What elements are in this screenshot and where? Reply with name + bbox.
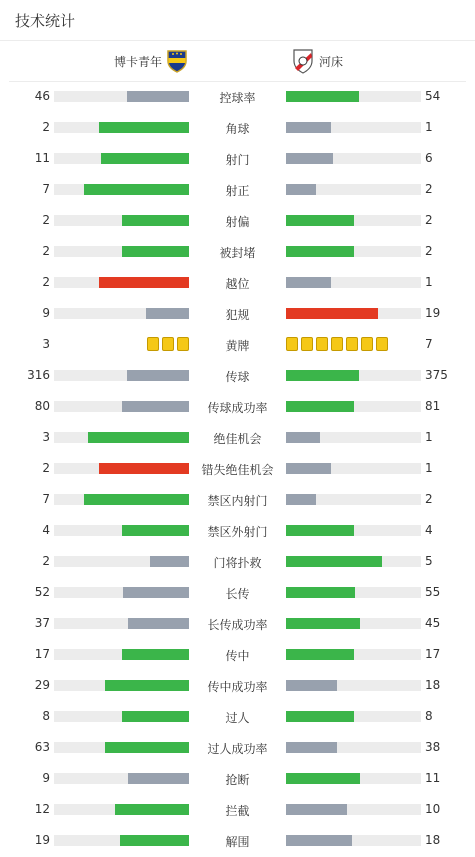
home-bar-track bbox=[54, 184, 189, 195]
stat-label: 过人成功率 bbox=[207, 742, 268, 756]
stat-label: 错失绝佳机会 bbox=[201, 463, 274, 477]
home-bar-fill bbox=[122, 711, 190, 722]
home-bar-fill bbox=[88, 432, 189, 443]
away-stat-value: 38 bbox=[425, 740, 441, 754]
home-bar-fill bbox=[127, 370, 189, 381]
away-bar-fill bbox=[286, 773, 360, 784]
home-bar-fill bbox=[128, 773, 189, 784]
away-bar-track bbox=[286, 153, 421, 164]
stat-row bbox=[0, 547, 475, 578]
away-bar-fill bbox=[286, 401, 354, 412]
home-stat-value: 3 bbox=[42, 430, 50, 444]
home-bar-fill bbox=[127, 91, 189, 102]
home-bar-track bbox=[54, 91, 189, 102]
away-stat-value: 54 bbox=[425, 89, 441, 103]
home-stat-value: 17 bbox=[34, 647, 50, 661]
yellow-card-icon bbox=[346, 337, 358, 351]
away-stat-value: 4 bbox=[425, 523, 433, 537]
home-stat-value: 2 bbox=[42, 213, 50, 227]
home-stat-value: 2 bbox=[42, 554, 50, 568]
stat-label: 禁区外射门 bbox=[207, 525, 268, 539]
away-stat-value: 2 bbox=[425, 182, 433, 196]
yellow-card-icon bbox=[331, 337, 343, 351]
away-stat-value: 11 bbox=[425, 771, 441, 785]
page-title: 技术统计 bbox=[15, 12, 76, 30]
home-bar-track bbox=[54, 618, 189, 629]
home-stat-value: 63 bbox=[34, 740, 50, 754]
away-bar-fill bbox=[286, 184, 316, 195]
stat-row bbox=[0, 826, 475, 857]
stat-label: 控球率 bbox=[219, 91, 256, 105]
away-bar-fill bbox=[286, 91, 359, 102]
river-badge-icon[interactable] bbox=[292, 48, 314, 74]
home-bar-fill bbox=[84, 494, 189, 505]
home-stat-value: 9 bbox=[42, 306, 50, 320]
away-stat-value: 81 bbox=[425, 399, 441, 413]
stat-row bbox=[0, 795, 475, 826]
stat-row bbox=[0, 454, 475, 485]
stat-row bbox=[0, 361, 475, 392]
away-bar-track bbox=[286, 463, 421, 474]
away-stat-value: 1 bbox=[425, 120, 433, 134]
stat-label: 过人 bbox=[225, 711, 250, 725]
home-bar-track bbox=[54, 370, 189, 381]
away-bar-fill bbox=[286, 804, 347, 815]
home-stat-value: 9 bbox=[42, 771, 50, 785]
away-bar-fill bbox=[286, 153, 333, 164]
stat-row bbox=[0, 392, 475, 423]
home-bar-track bbox=[54, 742, 189, 753]
yellow-card-icon bbox=[177, 337, 189, 351]
stat-row bbox=[0, 144, 475, 175]
away-bar-track bbox=[286, 835, 421, 846]
stats-list bbox=[0, 82, 475, 857]
home-bar-fill bbox=[122, 525, 190, 536]
home-bar-track bbox=[54, 556, 189, 567]
home-stat-value: 4 bbox=[42, 523, 50, 537]
home-stat-value: 37 bbox=[34, 616, 50, 630]
stat-label: 黄牌 bbox=[225, 339, 250, 353]
away-stat-value: 2 bbox=[425, 492, 433, 506]
away-bar-track bbox=[286, 122, 421, 133]
yellow-card-icon bbox=[301, 337, 313, 351]
away-bar-track bbox=[286, 494, 421, 505]
stat-label: 绝佳机会 bbox=[213, 432, 262, 446]
away-stat-value: 10 bbox=[425, 802, 441, 816]
stat-row bbox=[0, 175, 475, 206]
away-stat-value: 18 bbox=[425, 678, 441, 692]
home-team-name[interactable]: 博卡青年 bbox=[113, 55, 162, 69]
away-stat-value: 1 bbox=[425, 461, 433, 475]
stat-label: 传中 bbox=[225, 649, 250, 663]
home-bar-fill bbox=[122, 401, 190, 412]
home-bar-track bbox=[54, 277, 189, 288]
stat-label: 传球 bbox=[225, 370, 250, 384]
yellow-card-icon bbox=[361, 337, 373, 351]
away-bar-fill bbox=[286, 215, 354, 226]
away-team-name[interactable]: 河床 bbox=[319, 55, 344, 69]
home-bar-track bbox=[54, 153, 189, 164]
stat-label: 射正 bbox=[225, 184, 250, 198]
away-bar-track bbox=[286, 432, 421, 443]
away-bar-fill bbox=[286, 649, 354, 660]
away-bar-track bbox=[286, 618, 421, 629]
home-bar-track bbox=[54, 246, 189, 257]
stat-row bbox=[0, 268, 475, 299]
away-bar-fill bbox=[286, 587, 355, 598]
away-stat-value: 45 bbox=[425, 616, 441, 630]
home-bar-fill bbox=[99, 463, 189, 474]
stat-row bbox=[0, 671, 475, 702]
away-bar-track bbox=[286, 680, 421, 691]
stat-row bbox=[0, 82, 475, 113]
home-stat-value: 7 bbox=[42, 492, 50, 506]
stat-row bbox=[0, 764, 475, 795]
yellow-card-icon bbox=[376, 337, 388, 351]
home-stat-value: 8 bbox=[42, 709, 50, 723]
stat-row bbox=[0, 578, 475, 609]
home-stat-value: 7 bbox=[42, 182, 50, 196]
home-yellow-cards bbox=[147, 337, 189, 351]
home-bar-track bbox=[54, 680, 189, 691]
home-stat-value: 29 bbox=[34, 678, 50, 692]
home-bar-track bbox=[54, 804, 189, 815]
away-bar-fill bbox=[286, 835, 352, 846]
away-bar-track bbox=[286, 804, 421, 815]
home-bar-fill bbox=[122, 215, 190, 226]
home-stat-value: 316 bbox=[27, 368, 50, 382]
yellow-card-icon bbox=[162, 337, 174, 351]
away-bar-track bbox=[286, 711, 421, 722]
away-stat-value: 1 bbox=[425, 430, 433, 444]
away-bar-fill bbox=[286, 711, 354, 722]
stat-row bbox=[0, 299, 475, 330]
home-stat-value: 19 bbox=[34, 833, 50, 847]
home-bar-fill bbox=[105, 742, 189, 753]
home-bar-track bbox=[54, 525, 189, 536]
home-bar-track bbox=[54, 122, 189, 133]
away-bar-track bbox=[286, 773, 421, 784]
away-stat-value: 5 bbox=[425, 554, 433, 568]
away-bar-fill bbox=[286, 742, 337, 753]
stat-row bbox=[0, 423, 475, 454]
home-stat-value: 2 bbox=[42, 120, 50, 134]
stat-label: 射偏 bbox=[225, 215, 250, 229]
away-stat-value: 2 bbox=[425, 244, 433, 258]
home-bar-track bbox=[54, 835, 189, 846]
away-bar-fill bbox=[286, 494, 316, 505]
away-stat-value: 18 bbox=[425, 833, 441, 847]
home-stat-value: 2 bbox=[42, 244, 50, 258]
home-stat-value: 2 bbox=[42, 275, 50, 289]
stat-row bbox=[0, 516, 475, 547]
away-bar-track bbox=[286, 401, 421, 412]
away-stat-value: 8 bbox=[425, 709, 433, 723]
stat-label: 角球 bbox=[225, 122, 250, 136]
home-bar-track bbox=[54, 432, 189, 443]
home-stat-value: 11 bbox=[34, 151, 50, 165]
away-bar-track bbox=[286, 308, 421, 319]
stat-row bbox=[0, 206, 475, 237]
home-bar-fill bbox=[122, 649, 190, 660]
home-bar-fill bbox=[101, 153, 189, 164]
stat-label: 长传成功率 bbox=[207, 618, 268, 632]
stat-row bbox=[0, 733, 475, 764]
home-bar-fill bbox=[84, 184, 189, 195]
home-stat-value: 52 bbox=[34, 585, 50, 599]
stats-header bbox=[0, 0, 475, 41]
home-bar-track bbox=[54, 308, 189, 319]
away-yellow-cards bbox=[286, 337, 388, 351]
stat-label: 越位 bbox=[225, 277, 250, 291]
home-bar-track bbox=[54, 773, 189, 784]
home-bar-track bbox=[54, 215, 189, 226]
away-bar-track bbox=[286, 246, 421, 257]
stat-row bbox=[0, 237, 475, 268]
away-bar-track bbox=[286, 370, 421, 381]
home-bar-track bbox=[54, 587, 189, 598]
stat-row bbox=[0, 113, 475, 144]
away-bar-track bbox=[286, 556, 421, 567]
away-stat-value: 375 bbox=[425, 368, 448, 382]
home-bar-track bbox=[54, 494, 189, 505]
home-bar-fill bbox=[146, 308, 189, 319]
stat-row bbox=[0, 609, 475, 640]
away-bar-fill bbox=[286, 370, 359, 381]
away-bar-fill bbox=[286, 556, 382, 567]
home-bar-fill bbox=[122, 246, 190, 257]
teams-bar bbox=[9, 41, 466, 82]
away-bar-track bbox=[286, 277, 421, 288]
away-bar-fill bbox=[286, 525, 354, 536]
home-stat-value: 46 bbox=[34, 89, 50, 103]
away-bar-track bbox=[286, 587, 421, 598]
away-bar-fill bbox=[286, 277, 331, 288]
away-bar-track bbox=[286, 91, 421, 102]
stat-label: 门将扑救 bbox=[213, 556, 262, 570]
home-bar-track bbox=[54, 649, 189, 660]
away-bar-fill bbox=[286, 122, 331, 133]
home-stat-value: 80 bbox=[34, 399, 50, 413]
home-bar-fill bbox=[123, 587, 189, 598]
away-bar-track bbox=[286, 184, 421, 195]
stat-label: 被封堵 bbox=[219, 246, 256, 260]
stat-row bbox=[0, 640, 475, 671]
stat-label: 传中成功率 bbox=[207, 680, 268, 694]
yellow-card-icon bbox=[286, 337, 298, 351]
home-stat-value: 2 bbox=[42, 461, 50, 475]
away-stat-value: 6 bbox=[425, 151, 433, 165]
stat-row bbox=[0, 702, 475, 733]
home-bar-fill bbox=[120, 835, 189, 846]
home-bar-fill bbox=[128, 618, 189, 629]
away-bar-track bbox=[286, 525, 421, 536]
home-stat-value: 12 bbox=[34, 802, 50, 816]
home-bar-fill bbox=[115, 804, 189, 815]
stat-label: 抢断 bbox=[225, 773, 250, 787]
stat-label: 长传 bbox=[225, 587, 250, 601]
away-bar-fill bbox=[286, 463, 331, 474]
away-stat-value: 17 bbox=[425, 647, 441, 661]
home-bar-fill bbox=[99, 277, 189, 288]
away-stat-value: 55 bbox=[425, 585, 441, 599]
stat-label: 传球成功率 bbox=[207, 401, 268, 415]
home-bar-track bbox=[54, 401, 189, 412]
stat-label: 拦截 bbox=[225, 804, 250, 818]
home-bar-fill bbox=[150, 556, 189, 567]
away-bar-track bbox=[286, 215, 421, 226]
away-bar-track bbox=[286, 649, 421, 660]
away-stat-value: 1 bbox=[425, 275, 433, 289]
stat-label: 犯规 bbox=[225, 308, 250, 322]
away-bar-track bbox=[286, 742, 421, 753]
home-stat-value: 3 bbox=[42, 337, 50, 351]
away-stat-value: 19 bbox=[425, 306, 441, 320]
away-stat-value: 2 bbox=[425, 213, 433, 227]
away-bar-fill bbox=[286, 680, 337, 691]
yellow-card-icon bbox=[147, 337, 159, 351]
stat-label: 射门 bbox=[225, 153, 250, 167]
away-stat-value: 7 bbox=[425, 337, 433, 351]
stat-label: 解围 bbox=[225, 835, 250, 849]
away-bar-fill bbox=[286, 246, 354, 257]
stat-row bbox=[0, 485, 475, 516]
stat-row bbox=[0, 330, 475, 361]
home-bar-fill bbox=[105, 680, 189, 691]
home-bar-track bbox=[54, 463, 189, 474]
home-bar-fill bbox=[99, 122, 189, 133]
boca-badge-icon[interactable] bbox=[166, 49, 188, 73]
home-bar-track bbox=[54, 711, 189, 722]
away-bar-fill bbox=[286, 308, 378, 319]
away-bar-fill bbox=[286, 432, 320, 443]
away-bar-fill bbox=[286, 618, 360, 629]
yellow-card-icon bbox=[316, 337, 328, 351]
stat-label: 禁区内射门 bbox=[207, 494, 268, 508]
